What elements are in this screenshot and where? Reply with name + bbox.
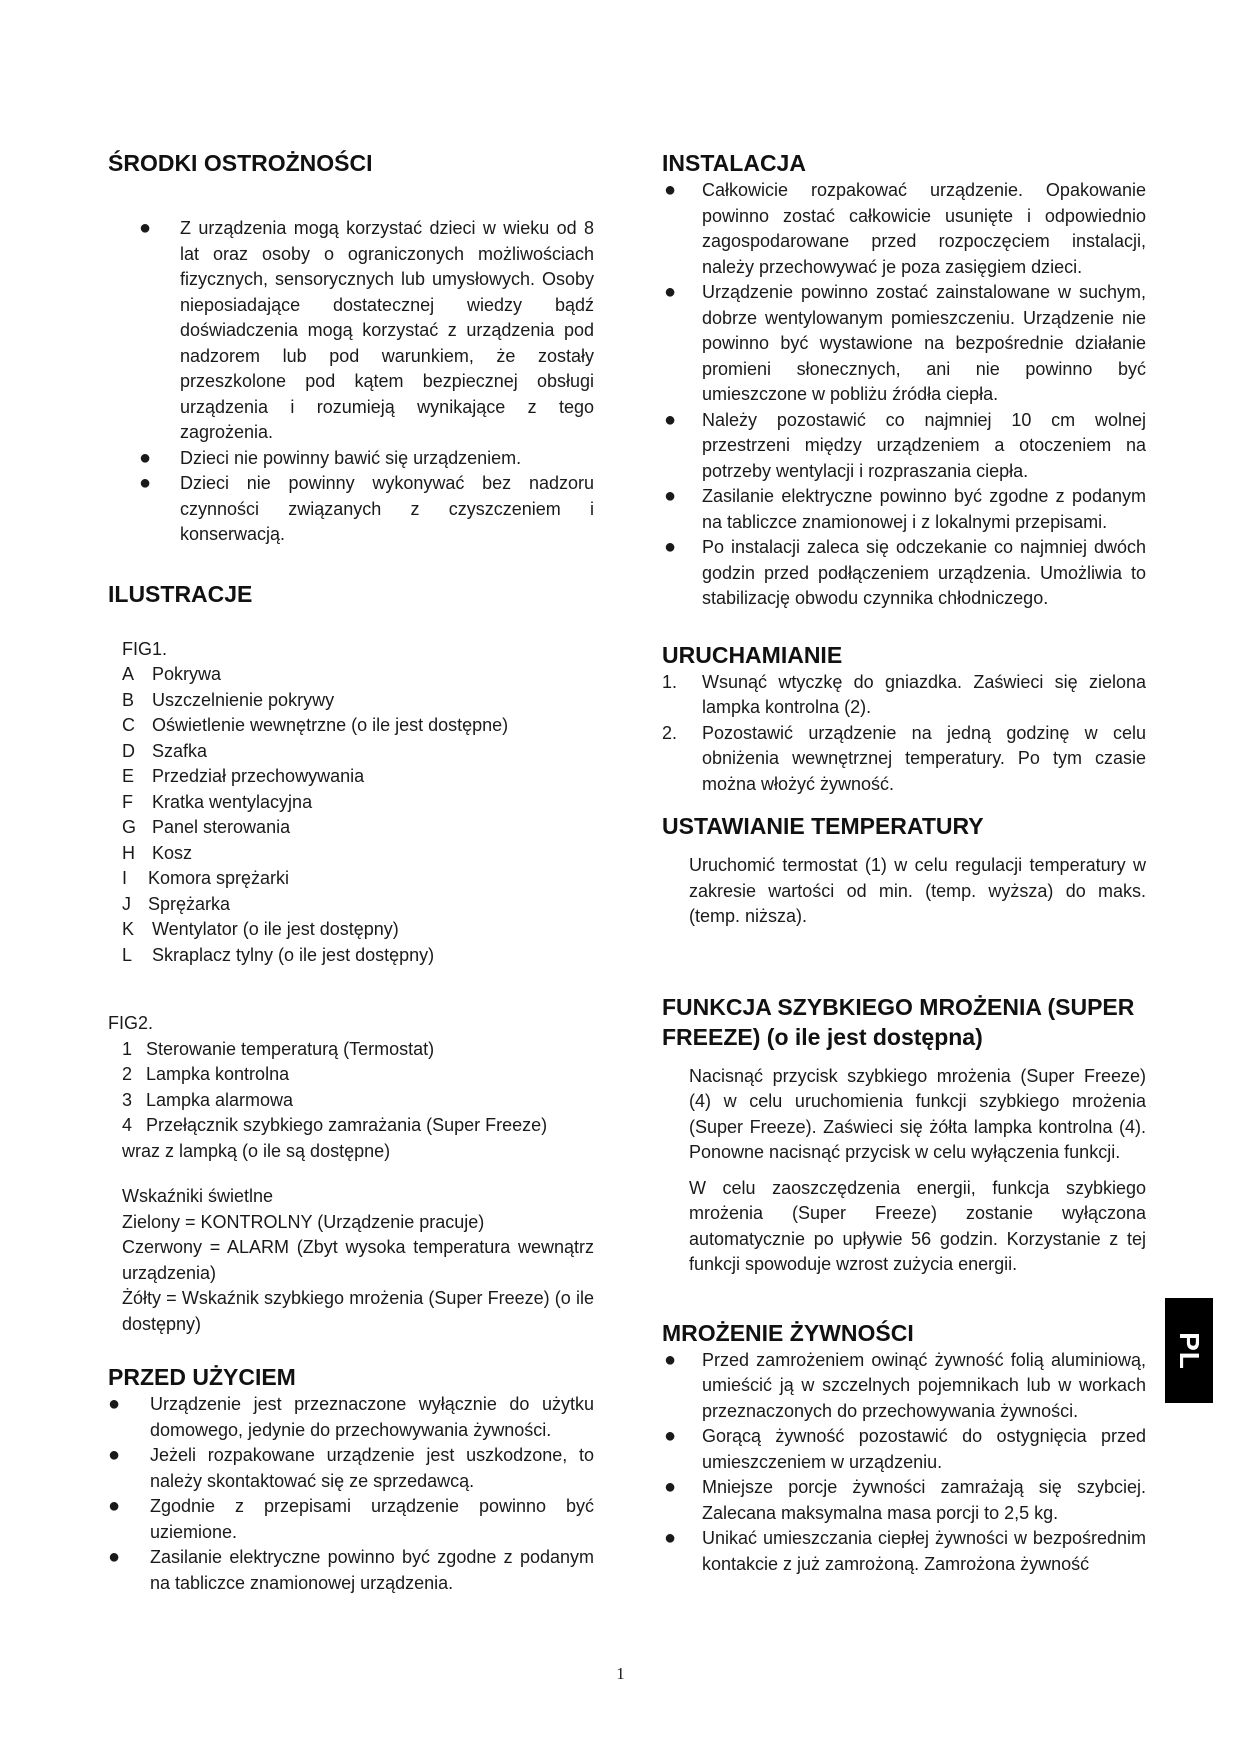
language-tab-label: PL bbox=[1174, 1331, 1205, 1370]
precautions-list bbox=[108, 216, 594, 548]
list-item: K Wentylator (o ile jest dostępny) bbox=[122, 919, 399, 939]
list-item: ● Z urządzenia mogą korzystać dzieci w wieku od 8 lat oraz osoby o ograniczonych możliwościach fizycznych, sensorycznych lub umysłowych. Osoby nieposiadające dostatecznej wiedzy bądź doświadczenia mogą korzystać z urządzenia pod nadzorem lub pod warunkiem, że zostały przeszkolone pod kątem bezpiecznej obsługi urządzenia i rozumieją wynikające z tego zagrożenia. bbox=[139, 217, 594, 442]
list-item: J Sprężarka bbox=[122, 893, 231, 914]
bullet-icon: ● bbox=[664, 1527, 677, 1549]
temperature-text: Uruchomić termostat (1) w celu regulacji temperatury w zakresie wartości od min. (temp. wyższa) do maks. (temp. niższa). bbox=[689, 855, 1146, 926]
bullet-icon: ● bbox=[108, 1495, 121, 1517]
list-item: 1 Sterowanie temperaturą (Termostat) bbox=[122, 1038, 435, 1059]
list-item: ● Jeżeli rozpakowane urządzenie jest uszkodzone, to należy skontaktować się ze sprzedawcą. bbox=[108, 1444, 594, 1491]
left-column bbox=[108, 148, 594, 1596]
list-item: F Kratka wentylacyjna bbox=[122, 791, 313, 812]
superfreeze-text-2: W celu zaoszczędzenia energii, funkcja szybkiego mrożenia (Super Freeze) zostanie wyłączona automatycznie po upływie 56 godzin. Korzystanie z tej funkcji spowoduje wzrost zużycia energii. bbox=[689, 1177, 1146, 1274]
bullet-icon: ● bbox=[664, 179, 677, 201]
installation-heading: INSTALACJA bbox=[662, 150, 806, 176]
list-item: E Przedział przechowywania bbox=[122, 766, 365, 786]
list-item: ● Gorącą żywność pozostawić do ostygnięcia przed umieszczeniem w urządzeniu. bbox=[664, 1425, 1146, 1472]
bullet-icon: ● bbox=[139, 217, 152, 239]
freezing-list bbox=[662, 1348, 1146, 1578]
list-item: ● Przed zamrożeniem owinąć żywność folią aluminiową, umieścić ją w szczelnych pojemnikach lub w workach przeznaczonych do przechowywania żywności. bbox=[664, 1348, 1146, 1421]
list-item: ● Zasilanie elektryczne powinno być zgodne z podanym na tabliczce znamionowej i z lokalnymi przepisami. bbox=[664, 485, 1146, 532]
list-item: H Kosz bbox=[122, 842, 193, 863]
startup-heading: URUCHAMIANIE bbox=[662, 641, 843, 668]
bullet-icon: ● bbox=[664, 485, 677, 507]
precautions-heading: ŚRODKI OSTROŻNOŚCI bbox=[108, 150, 373, 176]
fig1-list bbox=[122, 662, 594, 968]
list-item: ● Dzieci nie powinny bawić się urządzeniem. bbox=[139, 446, 522, 469]
list-item: 2 Lampka kontrolna bbox=[122, 1064, 290, 1084]
list-item: C Oświetlenie wewnętrzne (o ile jest dostępne) bbox=[122, 715, 509, 735]
indicator-green: Zielony = KONTROLNY (Urządzenie pracuje) bbox=[122, 1211, 485, 1232]
list-item: ● Mniejsze porcje żywności zamrażają się szybciej. Zalecana maksymalna masa porcji to 2,5 kg. bbox=[664, 1476, 1146, 1523]
bullet-icon: ● bbox=[664, 1425, 677, 1447]
bullet-icon: ● bbox=[108, 1444, 121, 1466]
fig1-label: FIG1. bbox=[122, 638, 168, 659]
list-item: ● Po instalacji zaleca się odczekanie co najmniej dwóch godzin przed podłączeniem urządzenia. Umożliwia to stabilizację obwodu czynnika chłodniczego. bbox=[664, 536, 1146, 608]
bullet-icon: ● bbox=[664, 408, 677, 431]
list-item: ● Zasilanie elektryczne powinno być zgodne z podanym na tabliczce znamionowej urządzenia. bbox=[108, 1546, 594, 1593]
bullet-icon: ● bbox=[664, 536, 677, 558]
freezing-heading: MROŻENIE ŻYWNOŚCI bbox=[662, 1319, 914, 1346]
list-item: ● Dzieci nie powinny wykonywać bez nadzoru czynności związanych z czyszczeniem i konserwacją. bbox=[139, 472, 594, 544]
bullet-icon: ● bbox=[664, 1476, 677, 1498]
list-item: 2. Pozostawić urządzenie na jedną godzinę w celu obniżenia wewnętrznej temperatury. Po tym czasie można włożyć żywność. bbox=[662, 722, 1146, 794]
page-number: 1 bbox=[616, 1664, 625, 1683]
fig2-list bbox=[108, 1037, 594, 1165]
list-item: I Komora sprężarki bbox=[122, 868, 290, 888]
fig1-block bbox=[108, 637, 594, 969]
list-item: ● Unikać umieszczania ciepłej żywności w bezpośrednim kontakcie z już zamrożoną. Zamrożona żywność bbox=[664, 1527, 1146, 1574]
before-use-list bbox=[108, 1392, 594, 1596]
installation-list bbox=[662, 178, 1146, 612]
list-item: ● Całkowicie rozpakować urządzenie. Opakowanie powinno zostać całkowicie usunięte i odpowiednio zagospodarowane przed rozpoczęciem instalacji, należy przechowywać je poza zasięgiem dzieci. bbox=[664, 179, 1146, 277]
list-item: 4 Przełącznik szybkiego zamrażania (Super Freeze) bbox=[122, 1115, 548, 1135]
list-item: ● Urządzenie jest przeznaczone wyłącznie do użytku domowego, jedynie do przechowywania żywności. bbox=[108, 1393, 594, 1440]
list-item: A Pokrywa bbox=[122, 664, 222, 684]
list-item: G Panel sterowania bbox=[122, 817, 291, 837]
right-column bbox=[662, 148, 1146, 1577]
language-tab bbox=[1165, 1298, 1213, 1403]
bullet-icon: ● bbox=[664, 1348, 677, 1371]
list-item: 3 Lampka alarmowa bbox=[122, 1089, 294, 1110]
indicators-block bbox=[108, 1184, 594, 1337]
list-item: L Skraplacz tylny (o ile jest dostępny) bbox=[122, 944, 435, 965]
list-item: D Szafka bbox=[122, 740, 208, 761]
list-item-continuation: wraz z lampką (o ile są dostępne) bbox=[122, 1140, 391, 1161]
startup-list bbox=[662, 670, 1146, 798]
before-use-heading: PRZED UŻYCIEM bbox=[108, 1364, 296, 1390]
indicator-red: Czerwony = ALARM (Zbyt wysoka temperatura wewnątrz urządzenia) bbox=[122, 1237, 594, 1283]
indicator-yellow: Żółty = Wskaźnik szybkiego mrożenia (Super Freeze) (o ile dostępny) bbox=[122, 1288, 594, 1334]
superfreeze-text-1: Nacisnąć przycisk szybkiego mrożenia (Super Freeze) (4) w celu uruchomienia funkcji szybkiego mrożenia (Super Freeze). Zaświeci się żółta lampka kontrolna (4). Ponowne nacisnąć przycisk w celu wyłączenia funkcji. bbox=[689, 1065, 1146, 1162]
list-item: 1. Wsunąć wtyczkę do gniazdka. Zaświeci się zielona lampka kontrolna (2). bbox=[662, 671, 1146, 717]
bullet-icon: ● bbox=[108, 1393, 121, 1415]
temperature-heading: USTAWIANIE TEMPERATURY bbox=[662, 813, 984, 839]
superfreeze-heading: FUNKCJA SZYBKIEGO MROŻENIA (SUPER FREEZE) (o ile jest dostępna) bbox=[662, 993, 1135, 1050]
indicators-title: Wskaźniki świetlne bbox=[122, 1186, 274, 1206]
bullet-icon: ● bbox=[139, 472, 152, 494]
bullet-icon: ● bbox=[139, 446, 152, 469]
list-item: ● Urządzenie powinno zostać zainstalowane w suchym, dobrze wentylowanym pomieszczeniu. Urządzenie nie powinno być wystawione na bezpośrednie działanie promieni słonecznych, ani nie powinno być umieszczone w pobliżu źródła ciepła. bbox=[664, 281, 1146, 404]
list-item: B Uszczelnienie pokrywy bbox=[122, 689, 335, 710]
bullet-icon: ● bbox=[664, 281, 677, 303]
bullet-icon: ● bbox=[108, 1546, 121, 1568]
illustrations-heading: ILUSTRACJE bbox=[108, 580, 253, 607]
list-item: ● Należy pozostawić co najmniej 10 cm wolnej przestrzeni między urządzeniem a otoczeniem na potrzeby wentylacji i rozpraszania ciepła. bbox=[664, 408, 1146, 481]
fig2-label: FIG2. bbox=[108, 1013, 154, 1033]
list-item: ● Zgodnie z przepisami urządzenie powinno być uziemione. bbox=[108, 1495, 594, 1542]
fig2-block bbox=[108, 1011, 594, 1337]
